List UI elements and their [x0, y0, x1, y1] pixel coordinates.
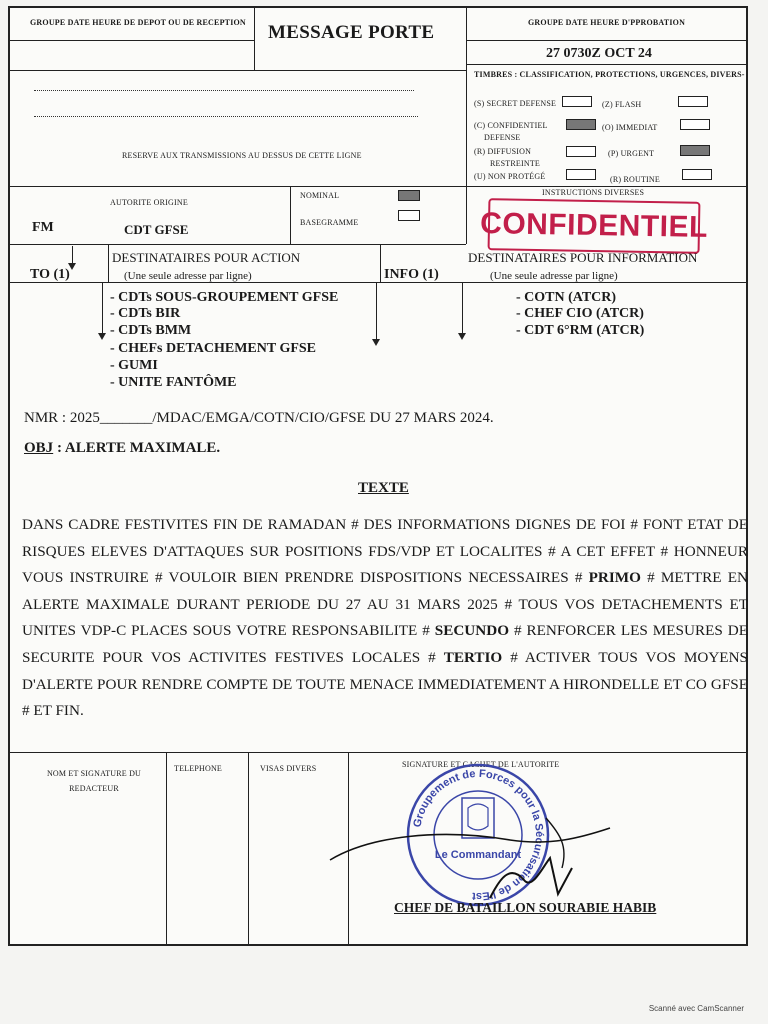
urgent-label: (P) URGENT — [608, 149, 655, 158]
seal-center-text: Le Commandant — [434, 849, 522, 861]
timbres-label: TIMBRES : CLASSIFICATION, PROTECTIONS, URGENCES, DIVERS- — [474, 70, 745, 79]
depot-label: GROUPE DATE HEURE DE DEPOT OU DE RECEPTION — [30, 18, 246, 27]
confidentiel-stamp: CONFIDENTIEL — [488, 198, 701, 254]
primo-keyword: PRIMO — [588, 569, 641, 587]
diffusion-checkbox[interactable] — [566, 146, 596, 157]
body-part: DANS CADRE FESTIVITES FIN DE RAMADAN # DES INFORMATIONS DIGNES DE FOI # FONT ETAT DE RISQUES ELEVES D'ATTAQUES SUR POSITIONS FDS/VDP ET LOCALITES # A CET EFFET # HONNEUR VOUS INSTRUIRE # VOULOIR BIEN PRENDRE DISPOSITIONS NECESSAIRES # — [22, 516, 748, 587]
confidentiel-checkbox[interactable] — [566, 119, 596, 130]
approbation-label: GROUPE DATE HEURE D'PPROBATION — [528, 18, 686, 27]
scan-watermark: Scanné avec CamScanner — [648, 1004, 744, 1013]
immediat-label: (O) IMMEDIAT — [602, 123, 658, 132]
secret-defense-checkbox[interactable] — [562, 96, 592, 107]
nominal-label: NOMINAL — [300, 191, 340, 200]
confidentiel-label: (C) CONFIDENTIEL — [474, 121, 548, 130]
instructions-label: INSTRUCTIONS DIVERSES — [542, 188, 645, 197]
nominal-checkbox[interactable] — [398, 190, 420, 201]
tertio-keyword: TERTIO — [443, 648, 503, 666]
defense-label: DEFENSE — [484, 133, 521, 142]
restreinte-label: RESTREINTE — [490, 159, 540, 168]
action-recipient: - CDTs BIR — [110, 306, 181, 321]
action-recipient: - GUMI — [110, 358, 158, 373]
seal-ring-text: Groupement de Forces pour la Sécurisation de l'Est — [411, 767, 546, 903]
basegramme-checkbox[interactable] — [398, 210, 420, 221]
flash-label: (Z) FLASH — [602, 100, 642, 109]
arrow-down-icon — [102, 282, 103, 334]
to-label: TO (1) — [30, 267, 70, 282]
routine-label: (R) ROUTINE — [610, 175, 660, 184]
redacteur-label: NOM ET SIGNATURE DU REDACTEUR — [46, 769, 142, 793]
obj-label: OBJ — [24, 440, 54, 456]
fm-label: FM — [32, 220, 54, 235]
secret-defense-label: (S) SECRET DEFENSE — [474, 99, 557, 108]
action-recipient: - CHEFs DETACHEMENT GFSE — [110, 341, 317, 356]
info-title: DESTINATAIRES POUR INFORMATION — [468, 250, 698, 265]
texte-heading: TEXTE — [358, 480, 409, 496]
info-sub: (Une seule adresse par ligne) — [490, 270, 618, 282]
visas-label: VISAS DIVERS — [260, 764, 317, 773]
basegramme-label: BASEGRAMME — [300, 218, 359, 227]
signatory-name: CHEF DE BATAILLON SOURABIE HABIB — [394, 900, 657, 915]
autorite-label: AUTORITE ORIGINE — [110, 198, 188, 207]
reserve-label: RESERVE AUX TRANSMISSIONS AU DESSUS DE CETTE LIGNE — [122, 151, 362, 160]
approbation-value: 27 0730Z OCT 24 — [546, 46, 652, 61]
signature-label: SIGNATURE ET CACHET DE L'AUTORITE — [402, 760, 560, 769]
immediat-checkbox[interactable] — [680, 119, 710, 130]
diffusion-label: (R) DIFFUSION — [474, 147, 532, 156]
non-protege-label: (U) NON PROTÉGÉ — [474, 172, 546, 181]
action-recipient: - UNITE FANTÔME — [110, 375, 237, 390]
routine-checkbox[interactable] — [682, 169, 712, 180]
object-line — [24, 440, 220, 457]
urgent-checkbox[interactable] — [680, 145, 710, 156]
arrow-down-icon — [72, 246, 73, 264]
arrow-down-icon — [376, 282, 377, 340]
telephone-label: TELEPHONE — [174, 764, 223, 773]
action-recipient: - CDTs BMM — [110, 323, 192, 338]
message-form — [8, 6, 748, 946]
body-part: # RENFORCER LES MESURES DE SECURITE POUR VOS ACTIVITES FESTIVES LOCALES # — [22, 622, 748, 666]
info-label: INFO (1) — [384, 267, 439, 282]
body-part: # ACTIVER TOUS VOS MOYENS D'ALERTE POUR RENDRE COMPTE DE TOUTE MENACE IMMEDIATEMENT A HIRONDELLE ET CO GFSE # ET FIN. — [22, 648, 748, 720]
secundo-keyword: SECUNDO — [434, 622, 510, 640]
flash-checkbox[interactable] — [678, 96, 708, 107]
obj-value: : ALERTE MAXIMALE. — [53, 440, 221, 456]
info-recipient: - CDT 6°RM (ATCR) — [516, 323, 645, 338]
body-part: # METTRE EN ALERTE MAXIMALE DURANT PERIODE DU 27 AU 31 MARS 2025 # TOUS VOS DETACHEMENTS ET UNITES VDP-C PLACES SOUS VOTRE RESPONSABILITE # — [22, 569, 748, 640]
info-recipient: - CHEF CIO (ATCR) — [516, 306, 644, 321]
autorite-value: CDT GFSE — [124, 222, 189, 237]
info-recipient: - COTN (ATCR) — [516, 290, 617, 305]
nmr-reference: NMR : 2025_______/MDAC/EMGA/COTN/CIO/GFSE DU 27 MARS 2024. — [24, 410, 494, 426]
action-title: DESTINATAIRES POUR ACTION — [112, 250, 301, 265]
arrow-down-icon — [462, 282, 463, 334]
dotted-line — [34, 116, 418, 117]
action-recipient: - CDTs SOUS-GROUPEMENT GFSE — [110, 290, 339, 305]
dotted-line — [34, 90, 414, 91]
message-body — [22, 512, 748, 725]
page-title: MESSAGE PORTE — [268, 22, 435, 43]
action-sub: (Une seule adresse par ligne) — [124, 270, 252, 282]
non-protege-checkbox[interactable] — [566, 169, 596, 180]
